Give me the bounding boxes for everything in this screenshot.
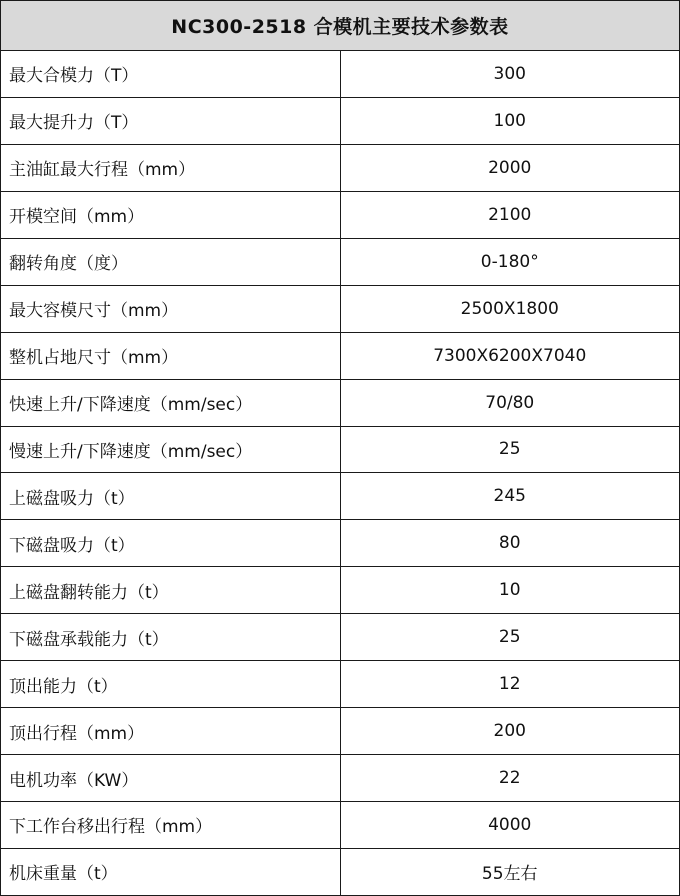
- param-value: 100: [340, 97, 680, 144]
- table-row: [1, 238, 680, 285]
- param-value: 2100: [340, 191, 680, 238]
- table-row: [1, 51, 680, 98]
- table-row: [1, 97, 680, 144]
- param-label: 最大提升力（T）: [1, 97, 341, 144]
- param-value: 7300X6200X7040: [340, 332, 680, 379]
- table-row: [1, 520, 680, 567]
- param-label: 整机占地尺寸（mm）: [1, 332, 341, 379]
- table-row: [1, 332, 680, 379]
- table-row: [1, 379, 680, 426]
- param-label: 机床重量（t）: [1, 848, 341, 895]
- param-label: 最大容模尺寸（mm）: [1, 285, 341, 332]
- param-value: 245: [340, 473, 680, 520]
- spec-table-body: [1, 51, 680, 896]
- param-value: 55左右: [340, 848, 680, 895]
- table-row: [1, 848, 680, 895]
- table-row: [1, 144, 680, 191]
- param-value: 70/80: [340, 379, 680, 426]
- table-title: NC300-2518 合模机主要技术参数表: [1, 1, 680, 51]
- param-label: 上磁盘吸力（t）: [1, 473, 341, 520]
- param-value: 300: [340, 51, 680, 98]
- param-label: 顶出行程（mm）: [1, 708, 341, 755]
- table-row: [1, 614, 680, 661]
- table-row: [1, 426, 680, 473]
- param-label: 电机功率（KW）: [1, 755, 341, 802]
- param-value: 10: [340, 567, 680, 614]
- param-value: 2000: [340, 144, 680, 191]
- param-value: 25: [340, 614, 680, 661]
- param-label: 下磁盘承载能力（t）: [1, 614, 341, 661]
- param-value: 80: [340, 520, 680, 567]
- param-value: 12: [340, 661, 680, 708]
- table-row: [1, 285, 680, 332]
- param-label: 顶出能力（t）: [1, 661, 341, 708]
- param-label: 下工作台移出行程（mm）: [1, 802, 341, 849]
- table-row: [1, 191, 680, 238]
- param-value: 4000: [340, 802, 680, 849]
- table-row: [1, 567, 680, 614]
- param-value: 2500X1800: [340, 285, 680, 332]
- table-row: [1, 802, 680, 849]
- param-label: 上磁盘翻转能力（t）: [1, 567, 341, 614]
- table-row: [1, 755, 680, 802]
- param-value: 22: [340, 755, 680, 802]
- param-label: 最大合模力（T）: [1, 51, 341, 98]
- param-label: 翻转角度（度）: [1, 238, 341, 285]
- param-value: 25: [340, 426, 680, 473]
- param-value: 0-180°: [340, 238, 680, 285]
- param-label: 开模空间（mm）: [1, 191, 341, 238]
- param-value: 200: [340, 708, 680, 755]
- table-row: [1, 708, 680, 755]
- param-label: 下磁盘吸力（t）: [1, 520, 341, 567]
- table-row: [1, 473, 680, 520]
- param-label: 慢速上升/下降速度（mm/sec）: [1, 426, 341, 473]
- table-row: [1, 661, 680, 708]
- param-label: 主油缸最大行程（mm）: [1, 144, 341, 191]
- param-label: 快速上升/下降速度（mm/sec）: [1, 379, 341, 426]
- table-title-row: [1, 1, 680, 51]
